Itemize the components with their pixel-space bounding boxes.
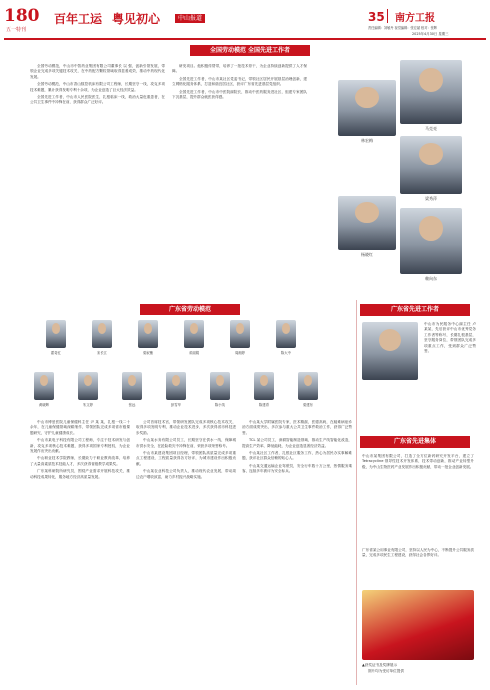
header-title-2: 粤见初心 — [112, 12, 161, 26]
model-name: 梁叙衡 — [142, 351, 154, 355]
paper-name: 南方工报 — [395, 13, 435, 24]
model-name: 陈大中 — [280, 351, 292, 355]
section-advanced-heading: 广东省先进工作者 — [360, 304, 470, 316]
portrait-caption: 林宏梅 — [361, 138, 373, 143]
paragraph: 中山某交通运输企业驾驶员，安全行车数十万公里，热情服务乘客，连续多年被评为安全标兵。 — [242, 463, 352, 474]
paragraph: 中山市某建设集团项目经理，带领团队高质量完成多项重点工程建设，工程质量获得各方好评，为城市建设作出积极贡献。 — [136, 451, 236, 466]
model-row-2 — [26, 372, 346, 416]
model-name: 宋长江 — [96, 351, 108, 355]
section-model-heading: 广东省劳动模范 — [140, 304, 240, 315]
section-collective-heading: 广东省先进集体 — [360, 436, 470, 448]
paragraph: 全国劳动模范，中山市中智药业集团有限公司董事长 以 强，创新引领发展，带领企业完成多项关键技术攻关，在中药配方颗粒领域取得显著成效，推动中药现代化发展。 — [30, 64, 165, 79]
paragraph: 中山市某电子科技有限公司工程师，专注于技术研发与创新，攻克多项核心技术难题，获得多项国家专利授权，为企业发展作出突出贡献。 — [30, 438, 130, 454]
model-row-1 — [32, 320, 332, 364]
model-photo — [46, 320, 66, 348]
portrait-photo — [338, 196, 396, 250]
top-middle-text — [172, 64, 307, 304]
top-left-text — [30, 64, 165, 304]
model-name: 陈小英 — [214, 403, 226, 407]
award-caption: ▲获奖证书及奖牌展示 — [362, 663, 398, 667]
portrait-caption: 马克亮 — [425, 126, 437, 131]
model-photo — [78, 372, 98, 400]
paragraph: 全国先进工作者，中山市人民医院医生，扎根临床一线，救治大量危重患者，在公共卫生事件中冲锋在前，获得群众广泛好评。 — [30, 95, 165, 105]
paragraph: 中山某农业科技公司负责人，推动现代农业发展，带动周边农户增收致富，助力乡村振兴战略实施。 — [136, 469, 236, 479]
model-name: 梁建东 — [302, 403, 314, 407]
collective-text: 中山市某集团有限公司，打造了全方位新药研究开发平台，建立了 Tetracycline 领导性技术开发体系，技术带动创新，推动产业转型升级，为中山生物医药产业发展作出积极贡献，带动一批企业创新发展。 — [362, 454, 474, 469]
paragraph: 中山某水务有限公司员工，长期坚守在供水一线，保障城市供水安全，在抢险救灾中冲锋在前，荣获多项荣誉称号。 — [136, 438, 236, 448]
header-divider — [387, 9, 388, 23]
editors-line: 责任编辑：刘敏丹 视觉编辑：张宏斌 校对：张辉 — [368, 26, 437, 30]
paragraph: 公司首席技术官，带领研发团队完成多项核心技术攻关，取得多项发明专利，推动企业技术进步，多次获得省市科技进步奖励。 — [136, 420, 236, 435]
top-banner: 全国劳动模范 全国先进工作者 — [190, 45, 310, 56]
paragraph: 中山某社区工作者，扎根社区服务工作，热心为居民办实事解难题，获评社区群众信赖的贴心人。 — [242, 451, 352, 461]
header-subtitle: 中山报道 — [175, 14, 205, 23]
model-photo — [92, 320, 112, 348]
model-name: 张远 — [128, 403, 136, 407]
issue-date: 2025年4月30日 星期三 — [412, 32, 449, 36]
advanced-text: 中山市为民服务中心副主任 卢 某某，先后获评中山市优秀党务工作者等称号，长期扎根基层，坚守服务岗位，带领团队完成多项重点工作，受到群众广泛赞誉。 — [424, 322, 476, 354]
advanced-photo — [362, 322, 418, 380]
body-column-1 — [30, 420, 130, 682]
brand-logo — [4, 6, 48, 36]
header-rule — [4, 38, 486, 40]
paragraph: 研发项目。他积极传帮带，培养了一批技术骨干，为企业持续创新提供了人才保障。 — [172, 64, 307, 74]
column-divider — [356, 300, 357, 685]
model-photo — [210, 372, 230, 400]
credit-caption: 图片均为受访单位提供 — [368, 669, 404, 673]
model-name: 陈建青 — [258, 403, 270, 407]
logo-number: 180 — [4, 6, 40, 26]
model-name: 黄晓辉 — [38, 403, 50, 407]
model-name: 周湘婷 — [234, 351, 246, 355]
paragraph: 广东某科研院所研究员，围绕产业需求开展科技攻关，推动科技成果转化，服务地方经济高质量发展。 — [30, 469, 130, 479]
page-number: 35 — [368, 10, 385, 24]
model-photo — [276, 320, 296, 348]
portrait-photo — [400, 208, 462, 274]
model-photo — [184, 320, 204, 348]
portrait-photo — [400, 136, 462, 194]
model-photo — [122, 372, 142, 400]
model-name: 霍奇红 — [50, 351, 62, 355]
portrait-caption: 梁秀萍 — [425, 196, 437, 201]
body-column-2 — [136, 420, 236, 682]
paragraph: TCL 某公司员工，深耕智能制造领域，推动生产线智能化改造，提高生产效率，降低能耗，为企业创造显著经济效益。 — [242, 438, 352, 448]
paragraph: 中山职业技术学院教师，长期致力于职业教育改革，培养了大量高素质技术技能人才，多次获得省级教学成果奖。 — [30, 456, 130, 466]
portrait-photo — [338, 80, 396, 136]
paragraph: 全国先进工作者，中山市中医院副院长，推动中医药服务进社区，组建专家团队下沉基层，提升群众就医获得感。 — [172, 89, 307, 100]
model-name: 邓丽娟 — [188, 351, 200, 355]
model-name: 朱文婷 — [82, 403, 94, 407]
collective-text-2: 广东省某公用事业有限公司，坚持以人民为中心，不断提升公共服务质量，完成多项民生工程建设，获得社会各界好评。 — [362, 548, 474, 558]
portrait-photo — [400, 60, 462, 124]
model-photo — [166, 372, 186, 400]
model-photo — [230, 320, 250, 348]
paragraph: 中山市博爱医院儿童保健科主任 尹 某 某，扎根一线二十余年，在儿童保健领域深耕细作，带领团队完成多项省市级课题研究，守护儿童健康成长。 — [30, 420, 130, 435]
header-title-1: 百年工运 — [54, 12, 103, 26]
model-name: 彭雪华 — [170, 403, 182, 407]
model-photo — [254, 372, 274, 400]
paragraph: 全国先进工作者，中山市某社区党委书记，带领社区居民开展基层治理创新，建立网格化服务体系，打造和谐宜居社区，获评广东省先进基层党组织。 — [172, 76, 307, 87]
logo-caption: 五一特刊 — [6, 27, 27, 33]
paragraph: 中山某大学附属医院专家，医术精湛，医德高尚，在疑难病症诊治方面成绩突出，多次参与重大公共卫生事件救治工作，获得广泛赞誉。 — [242, 420, 352, 435]
body-column-3 — [242, 420, 352, 682]
portrait-caption: 杨晓红 — [361, 252, 373, 257]
model-photo — [298, 372, 318, 400]
model-photo — [138, 320, 158, 348]
model-photo — [34, 372, 54, 400]
portrait-caption: 赖向东 — [425, 276, 437, 281]
award-photo — [362, 590, 474, 660]
paragraph: 全国劳动模范，中山市香山数控机床有限公司工程师，长期坚守一线，攻克多项技术难题，累计获得发明专利十余项，为企业创造了巨大经济效益。 — [30, 82, 165, 92]
